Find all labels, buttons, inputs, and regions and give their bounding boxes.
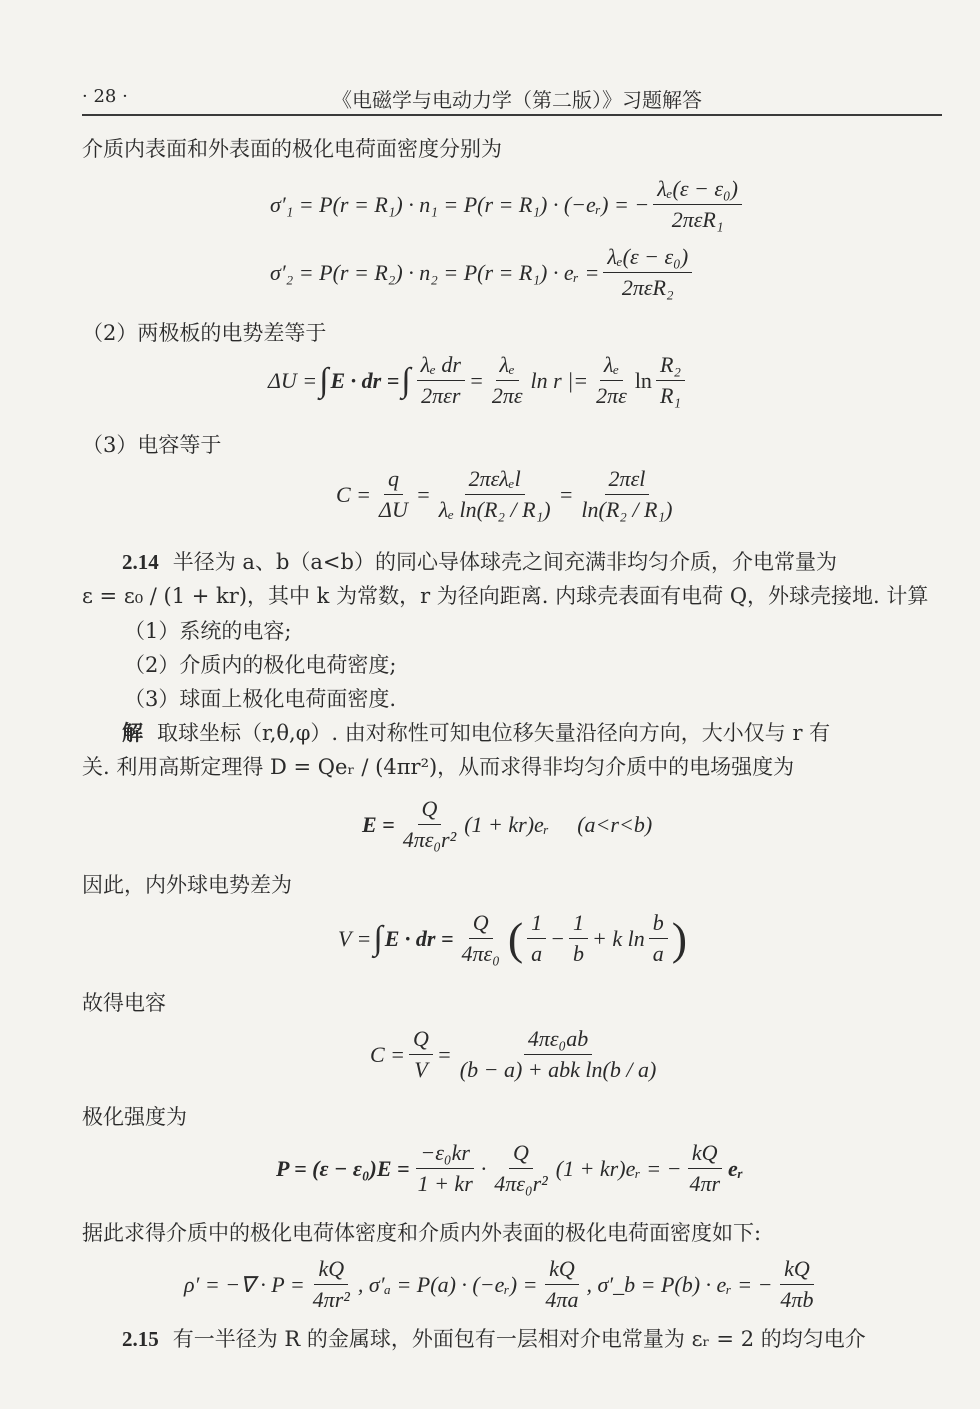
equation-text: (1 + kr)eᵣ = − [555, 1155, 682, 1181]
integral-sign: ∫ [373, 919, 383, 957]
denominator: 4πε₀r² [402, 827, 457, 852]
equation-sigma1 [270, 176, 746, 233]
paragraph: 极化强度为 [82, 1105, 187, 1129]
numerator: Q [509, 1140, 533, 1169]
equation-sigma2 [270, 244, 696, 301]
equation-text: σ′₁ = P(r = R₁) · n₁ = P(r = R₁) · (−eᵣ) = − [270, 191, 650, 217]
fraction [541, 1256, 582, 1313]
paragraph-text: 有一半径为 R 的金属球，外面包有一层相对介电常量为 εᵣ = 2 的均匀电介 [172, 1327, 866, 1351]
equals-sign: = [436, 1041, 452, 1067]
numerator: −ε₀kr [416, 1140, 474, 1169]
denominator: 4πa [545, 1287, 579, 1312]
fraction [458, 910, 504, 967]
equals-sign: = [558, 481, 574, 507]
equation-text: ΔU = [268, 367, 318, 393]
numerator: Q [409, 1026, 433, 1055]
fraction [409, 1026, 433, 1083]
denominator: 4πε₀r² [494, 1171, 548, 1196]
fraction [417, 352, 465, 409]
denominator: R₁ [659, 383, 682, 408]
paragraph: 故得电容 [82, 991, 166, 1015]
equation-capacitance-1 [336, 466, 680, 523]
integral-sign: ∫ [401, 361, 411, 399]
equation-potential [338, 910, 687, 967]
fraction [649, 910, 668, 967]
fraction [488, 352, 527, 409]
denominator: 4πr² [312, 1287, 350, 1312]
equation-text: E · dr = [384, 925, 454, 951]
fraction [309, 1256, 354, 1313]
equals-sign: = [415, 481, 431, 507]
equals-sign: = [573, 367, 589, 393]
equation-text: V = [338, 925, 372, 951]
right-paren: ) [671, 913, 688, 964]
numerator: λₑ(ε − ε₀) [653, 176, 742, 205]
fraction [653, 176, 742, 233]
numerator: 2πελₑl [465, 466, 525, 495]
fraction [685, 1140, 724, 1197]
equation-text: , σ′_b = P(b) · eᵣ = − [586, 1271, 773, 1297]
denominator: 4πε₀ [461, 941, 500, 966]
problem-number: 2.15 [122, 1327, 159, 1351]
numerator: λₑ [496, 352, 519, 381]
numerator: R₂ [656, 352, 685, 381]
paragraph-text: 半径为 a、b（a<b）的同心导体球壳之间充满非均匀介质，介电常量为 [172, 550, 837, 574]
denominator: 1 + kr [417, 1171, 473, 1196]
denominator: b [573, 941, 585, 966]
minus-sign: − [550, 925, 566, 951]
fraction [656, 352, 685, 409]
denominator: 2πε [491, 383, 523, 408]
equation-polarization [276, 1140, 743, 1197]
equation-text: (1 + kr)eᵣ [464, 811, 550, 837]
equation-text: E = [362, 811, 395, 837]
equals-sign: = [468, 367, 484, 393]
denominator: 4πr [689, 1171, 721, 1196]
paragraph-text: 取球坐标（r,θ,φ）. 由对称性可知电位移矢量沿径向方向，大小仅与 r 有 [157, 721, 831, 745]
fraction [375, 466, 412, 523]
numerator: 4πε₀ab [524, 1026, 592, 1055]
denominator: 2πεR₂ [621, 275, 674, 300]
equation-text: P = (ε − ε₀)E = [276, 1155, 410, 1181]
paragraph: 因此，内外球电势差为 [82, 873, 292, 897]
fraction [527, 910, 546, 967]
solution-label: 解 [122, 721, 143, 745]
denominator: 4πb [780, 1287, 814, 1312]
paragraph-text: ε = ε₀ / (1 + kr)，其中 k 为常数，r 为径向距离. 内球壳表面有电荷 Q，外球壳接地. 计算 [82, 584, 929, 608]
denominator: ΔU [379, 497, 408, 522]
denominator: λₑ ln(R₂ / R₁) [438, 497, 551, 522]
page-number: · 28 · [82, 86, 128, 107]
paragraph: 介质内表面和外表面的极化电荷面密度分别为 [82, 137, 502, 161]
problem-number: 2.14 [122, 550, 159, 574]
denominator: 2πεr [421, 383, 461, 408]
fraction [456, 1026, 661, 1083]
numerator: Q [469, 910, 493, 939]
equation-charge-densities [184, 1256, 821, 1313]
denominator: (b − a) + abk ln(b / a) [459, 1057, 657, 1082]
dot-operator: · [480, 1155, 487, 1181]
fraction [490, 1140, 552, 1197]
equation-electric-field [362, 796, 652, 853]
numerator: kQ [688, 1140, 722, 1169]
numerator: q [384, 466, 403, 495]
numerator: kQ [545, 1256, 579, 1285]
integral-sign: ∫ [319, 361, 329, 399]
denominator: 2πε [596, 383, 627, 408]
equation-capacitance-2 [370, 1026, 664, 1083]
numerator: b [649, 910, 668, 939]
numerator: kQ [780, 1256, 814, 1285]
denominator: 2πεR₁ [671, 207, 724, 232]
equation-text: ln [634, 367, 652, 393]
fraction [399, 796, 461, 853]
paragraph-text: 关. 利用高斯定理得 D = Qeᵣ / (4πr²)，从而求得非均匀介质中的电场强度为 [82, 755, 795, 779]
equation-potential-difference [268, 352, 689, 409]
fraction [414, 1140, 477, 1197]
fraction [592, 352, 631, 409]
numerator: 1 [527, 910, 546, 939]
equation-text: σ′₂ = P(r = R₂) · n₂ = P(r = R₁) · eᵣ = [270, 259, 600, 285]
equation-text: eᵣ [728, 1155, 743, 1181]
fraction [603, 244, 692, 301]
paragraph: 据此求得介质中的极化电荷体密度和介质内外表面的极化电荷面密度如下: [82, 1221, 762, 1245]
numerator: 2πεl [605, 466, 650, 495]
equation-text: , σ′ₐ = P(a) · (−eᵣ) = [357, 1271, 538, 1297]
numerator: kQ [314, 1256, 348, 1285]
equation-text: ln r | [530, 367, 574, 393]
equation-text: C = [336, 481, 372, 507]
fraction [569, 910, 588, 967]
numerator: 1 [569, 910, 588, 939]
paragraph: （2）两极板的电势差等于 [82, 321, 327, 345]
running-title: 《电磁学与电动力学（第二版）》习题解答 [332, 88, 702, 112]
numerator: λₑ(ε − ε₀) [603, 244, 692, 273]
denominator: ln(R₂ / R₁) [581, 497, 673, 522]
numerator: λₑ dr [417, 352, 465, 381]
fraction [577, 466, 676, 523]
equation-condition: (a<r<b) [577, 811, 653, 837]
fraction [776, 1256, 817, 1313]
denominator: V [414, 1057, 428, 1082]
equation-text: E · dr = [330, 367, 400, 393]
denominator: a [531, 941, 543, 966]
paragraph: （2）介质内的极化电荷密度; [124, 653, 397, 677]
problem-2-14 [82, 545, 940, 613]
problem-2-15 [82, 1322, 940, 1356]
equation-text: + k ln [592, 925, 645, 951]
equation-text: C = [370, 1041, 406, 1067]
page-header [82, 82, 942, 116]
solution-paragraph [82, 716, 940, 784]
numerator: Q [418, 796, 442, 825]
paragraph: （3）球面上极化电荷面密度. [124, 687, 397, 711]
denominator: a [652, 941, 664, 966]
fraction [435, 466, 555, 523]
paragraph: （1）系统的电容; [124, 619, 292, 643]
numerator: λₑ [600, 352, 623, 381]
left-paren: ( [507, 913, 524, 964]
equation-text: ρ′ = −∇ · P = [184, 1271, 305, 1297]
paragraph: （3）电容等于 [82, 433, 222, 457]
